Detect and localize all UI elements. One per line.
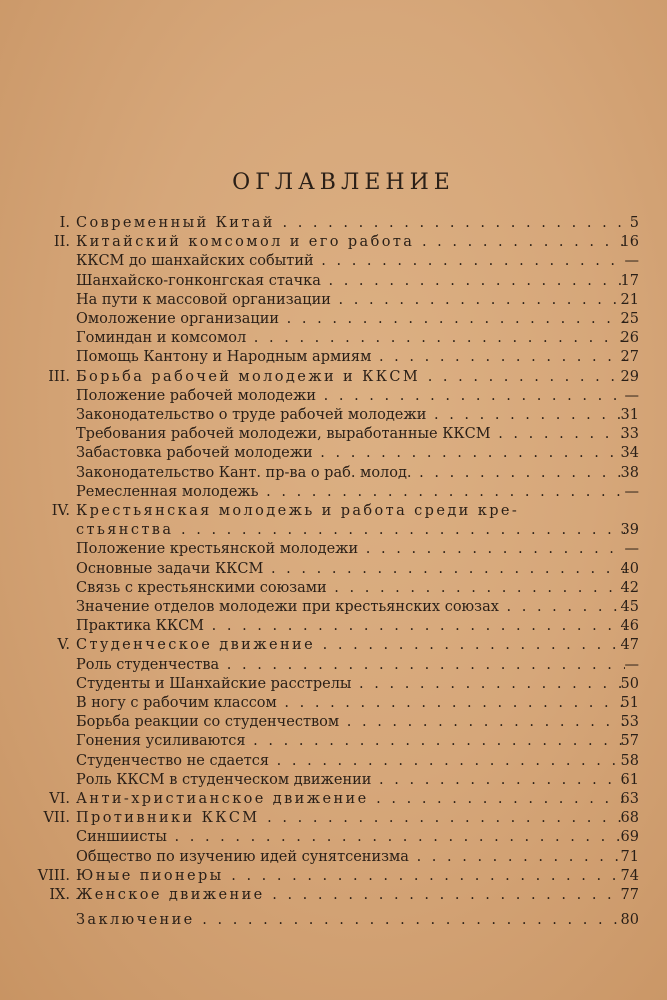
toc-entry <box>0 482 667 502</box>
toc-entry <box>0 559 667 579</box>
toc-entry-page: 16 <box>620 234 639 251</box>
toc-entry-page: 51 <box>620 695 639 711</box>
toc-entry <box>0 290 667 310</box>
toc-entry <box>0 271 667 291</box>
toc-entry-page: — <box>624 387 639 404</box>
toc-entry-page: 33 <box>620 426 639 443</box>
toc-entry-number: VI. <box>49 791 70 807</box>
toc-entry-page: 42 <box>620 579 639 596</box>
toc-entry-title: Омоложение организации . . . <box>76 309 625 329</box>
toc-entry <box>0 808 667 828</box>
toc-entry-title: Юные пионеры . . . <box>76 866 625 886</box>
toc-entry-title: Студенты и Шанхайские расстрелы . . . <box>76 674 625 694</box>
toc-entry-page: 71 <box>620 848 639 865</box>
toc-entry-number: II. <box>53 234 70 251</box>
toc-entry <box>0 693 667 713</box>
toc-entry-title: Крестьянская молодежь и работа среди кре- <box>76 503 520 519</box>
toc-entry-title: Связь с крестьянскими союзами . . . <box>76 578 625 598</box>
toc-entry-title: ККСМ до шанхайских событий . . . <box>76 251 625 271</box>
toc-entry-number: IV. <box>51 503 70 519</box>
toc-entry-page: — <box>624 253 639 270</box>
toc-entry-number: IX. <box>49 887 70 903</box>
toc-entry-page: 77 <box>620 887 639 903</box>
toc-entry <box>0 597 667 617</box>
toc-entry <box>0 674 667 694</box>
toc-entry <box>0 712 667 732</box>
toc-entry-title: Студенчество не сдается . . . <box>76 751 625 771</box>
toc-entry-page: 50 <box>620 675 639 692</box>
toc-entry-title: Положение рабочей молодежи . . . <box>76 386 625 406</box>
toc-entry <box>0 789 667 809</box>
toc-entry <box>0 770 667 790</box>
toc-entry-title: Положение крестьянской молодежи . . . <box>76 539 625 559</box>
toc-entry-page: 58 <box>620 752 639 769</box>
toc-entry-title: Борьба рабочей молодежи и ККСМ . . . <box>76 367 625 387</box>
toc-entry-page: 47 <box>620 637 639 654</box>
toc-entry <box>0 655 667 675</box>
toc-entry-title: Ремесленная молодежь . . . <box>76 482 625 502</box>
toc-entry <box>0 386 667 406</box>
toc-entry <box>0 328 667 348</box>
toc-entry <box>0 347 667 367</box>
toc-entry-page: 29 <box>620 368 639 385</box>
toc-entry-title: Китайский комсомол и его работа . . . <box>76 232 625 252</box>
toc-entry-page: 57 <box>620 733 639 750</box>
toc-entry <box>0 616 667 636</box>
toc-entry <box>0 885 667 905</box>
toc-entry-title: Противники ККСМ . . . <box>76 808 625 828</box>
toc-entry-page: 21 <box>620 291 639 308</box>
toc-entry <box>0 910 667 930</box>
toc-entry <box>0 539 667 559</box>
toc-entry-title: Гоминдан и комсомол . . . <box>76 328 625 348</box>
toc-entry-page: 5 <box>629 215 639 231</box>
toc-entry-page: 31 <box>620 407 639 423</box>
toc-entry-page: 27 <box>620 349 639 366</box>
toc-entry-page: — <box>624 541 639 558</box>
toc-entry <box>0 520 667 540</box>
toc-entry-page: — <box>624 483 639 500</box>
toc-entry <box>0 232 667 252</box>
toc-entry <box>0 501 667 521</box>
toc-entry-title: Основные задачи ККСМ . . . <box>76 559 625 579</box>
toc-entry-page: 61 <box>620 771 639 788</box>
toc-entry-title: Гонения усиливаются . . . <box>76 731 625 751</box>
toc-entry-title: Синшиисты . . . <box>76 827 625 847</box>
toc-entry-page: 53 <box>620 714 639 731</box>
toc-entry-page: 63 <box>620 791 639 807</box>
toc-entry-page: 74 <box>620 867 639 884</box>
toc-entry <box>0 751 667 771</box>
toc-entry <box>0 405 667 425</box>
toc-entry-title: Анти-христианское движение . . . <box>76 789 625 809</box>
toc-entry <box>0 827 667 847</box>
toc-entry-page: 25 <box>620 311 639 327</box>
toc-entry-title: Заключение . . . <box>76 910 625 930</box>
toc-entry-page: 68 <box>620 810 639 827</box>
toc-entry-page: 80 <box>620 912 639 929</box>
toc-entry-title: Забастовка рабочей молодежи . . . <box>76 443 625 463</box>
toc-entry-number: VII. <box>43 810 70 827</box>
toc-entry-page: 17 <box>620 272 639 289</box>
toc-entry-title: Шанхайско-гонконгская стачка . . . <box>76 271 625 291</box>
toc-entry-page: 26 <box>620 330 639 347</box>
toc-entry-title: Помощь Кантону и Народным армиям . . . <box>76 347 625 367</box>
toc-entry-title: Современный Китай . . . <box>76 213 625 233</box>
toc-entry <box>0 251 667 271</box>
toc-entry <box>0 866 667 886</box>
toc-entry-title: Женское движение . . . <box>76 885 625 905</box>
toc-entry <box>0 424 667 444</box>
toc-entry-page: 69 <box>620 829 639 846</box>
toc-entry-page: 38 <box>620 464 639 481</box>
toc-entry-title: Роль студенчества . . . <box>76 655 625 675</box>
toc-entry <box>0 443 667 463</box>
toc-entry-title: Законодательство Кант. пр-ва о раб. молод. . . . <box>76 463 625 483</box>
toc-entry-number: VIII. <box>37 867 70 884</box>
toc-entry-title: Практика ККСМ . . . <box>76 616 625 636</box>
toc-entry-number: V. <box>57 637 70 654</box>
toc-entry-number: I. <box>59 215 70 231</box>
toc-entry-page: 45 <box>620 599 639 615</box>
toc-entry-title: Борьба реакции со студенчеством . . . <box>76 712 625 732</box>
toc-entry <box>0 463 667 483</box>
toc-entry-page: 40 <box>620 560 639 577</box>
toc-entry-page: — <box>624 656 639 673</box>
toc-entry-page: 46 <box>620 618 639 635</box>
page-title: ОГЛАВЛЕНИЕ <box>232 170 455 195</box>
toc-entry-title: Студенческое движение . . . <box>76 635 625 655</box>
toc-entry <box>0 367 667 387</box>
toc-entry <box>0 731 667 751</box>
toc-entry-number: III. <box>48 368 70 385</box>
toc-entry <box>0 847 667 867</box>
toc-entry <box>0 578 667 598</box>
toc-entry-page: 39 <box>620 522 639 539</box>
toc-entry <box>0 213 667 233</box>
toc-entry-title: В ногу с рабочим классом . . . <box>76 693 625 713</box>
toc-entry-title: стьянства . . . <box>76 520 625 540</box>
toc-entry-title: На пути к массовой организации . . . <box>76 290 625 310</box>
toc-entry-title: Общество по изучению идей сунятсенизма . . . <box>76 847 625 867</box>
toc-entry <box>0 309 667 329</box>
toc-entry-title: Значение отделов молодежи при крестьянских союзах . . . <box>76 597 625 617</box>
toc-entry <box>0 635 667 655</box>
toc-entry-title: Законодательство о труде рабочей молодежи . . . <box>76 405 625 425</box>
toc-entry-title: Роль ККСМ в студенческом движении . . . <box>76 770 625 790</box>
toc-entry-page: 34 <box>620 445 639 462</box>
toc-entry-title: Требования рабочей молодежи, выработанные ККСМ . . . <box>76 424 625 444</box>
